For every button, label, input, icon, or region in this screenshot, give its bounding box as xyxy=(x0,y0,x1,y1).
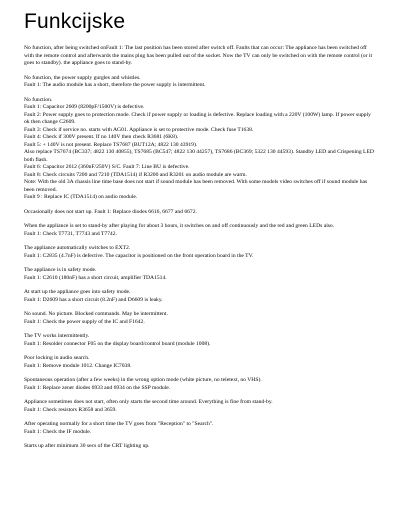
text-line: Spontaneous operation (after a few weeks) in the wrong option mode (white picture, no teletext, no VHS). xyxy=(24,377,262,383)
fault-section xyxy=(24,267,376,282)
text-line: Fault 1: Capacitor 2609 (8200pF/1500V) is defective. xyxy=(24,104,145,110)
page-title: Funkcijske xyxy=(24,10,126,33)
text-line: Appliance sometimes does not start, often only starts the second time around. Everything is fine from stand-by. xyxy=(24,399,273,405)
fault-section xyxy=(24,209,376,217)
fault-section xyxy=(24,443,376,451)
text-line: Poor locking in audio search. xyxy=(24,355,90,361)
text-line: Fault 4: Check if 300V present. If no 140V then check R3681 (6K8). xyxy=(24,134,179,140)
fault-section xyxy=(24,399,376,414)
text-line: Fault 1: Check the IF module. xyxy=(24,428,92,435)
text-line: The TV works intermittently. xyxy=(24,333,90,339)
text-line: The appliance is in safety mode. xyxy=(24,267,97,273)
text-line: Note: With the old 3A chassis line time base does not start if sound module has been removed. With some models video switches off if sound module has been removed. xyxy=(24,179,368,193)
text-line: At start up the appliance goes into safety mode. xyxy=(24,289,131,295)
text-line: Also replace TS7674 (BC337; 4822 130 40855), TS7685 (BC547; 4822 130 44257), TS7686 (BC369; 5322 130 44593). Standby LED and Crispening LED both flash. xyxy=(24,149,374,163)
text-line: Fault 5: + 140V is not present. Replace TS7687 (BUT12A; 4822 130 43919). xyxy=(24,141,198,148)
text-line: Fault 2: Power supply goes to protection mode. Check if power supply or loading is defective. Replace loading with a 220V (100W) lamp. If power supply ok then change C2609. xyxy=(24,111,371,125)
fault-section xyxy=(24,223,376,238)
text-line: Fault 1: The audio module has a short, therefore the power supply is intermittent. xyxy=(24,82,206,88)
text-line: No function, the power supply gurgles and whistles. xyxy=(24,74,141,81)
fault-section xyxy=(24,245,376,260)
fault-section xyxy=(24,355,376,370)
text-line: Fault 1: D2609 has a short circuit (8.2nF) and D6609 is leaky. xyxy=(24,296,163,303)
fault-section xyxy=(24,333,376,348)
text-line: Fault 1: Check the power supply of the IC and F1642. xyxy=(24,318,145,325)
fault-section xyxy=(24,421,376,436)
fault-sections xyxy=(24,45,376,451)
text-line: Fault 1: Resolder connector F05 on the display board/control board (module 1008). xyxy=(24,340,211,347)
text-line: Fault 1: C2610 (180nF) has a short circuit, amplifier TDA1514. xyxy=(24,274,167,281)
text-line: Occasionally does not start up. Fault 1: Replace diodes 6616, 6677 and 6672. xyxy=(24,208,197,215)
text-line: Fault 6: Capacitor 2612 (360nF/250V) S/C. Fault 7: Line BU is defective. xyxy=(24,164,190,170)
fault-section xyxy=(24,97,376,202)
fault-section xyxy=(24,289,376,304)
fault-section xyxy=(24,377,376,392)
text-line: Fault 8: Check circuits 7200 and 7210 (TDA1514) if R3200 and R3201 on audio module are warm. xyxy=(24,171,247,178)
fault-section xyxy=(24,45,376,68)
text-line: The appliance automatically switches to EXT2. xyxy=(24,245,131,251)
text-line: No sound. No picture. Blocked commands. May be intermittent. xyxy=(24,311,168,317)
text-line: Fault 9 : Replace IC (TDA1514) on audio module. xyxy=(24,194,138,200)
fault-section xyxy=(24,311,376,326)
text-line: Fault 3: Check if service no. starts with AG01. Appliance is set to protective mode. Check fuse T1638. xyxy=(24,126,254,133)
text-line: Fault 1: C2835 (4.7nF) is defective. The capacitor is positioned on the front operation board in the TV. xyxy=(24,252,254,259)
text-line: No function. xyxy=(24,96,53,103)
text-line: Fault 1: Remove module 1012. Change IC7038. xyxy=(24,362,132,369)
text-line: Fault 1: Check resistors R3658 and 3659. xyxy=(24,406,117,413)
fault-section xyxy=(24,75,376,90)
text-line: Starts up after minimum 30 secs of the CRT lighting up. xyxy=(24,443,150,449)
text-line: Fault 1: Check T7731, T7743 and T7742. xyxy=(24,230,117,237)
text-line: No function, after being switched onFault 1: The last position has been stored after switch off. Faults that can occur: The appliance has been switched off with the remote control and afterwards the mains plug has been pulled out of the socket. Now the TV can only be switched on with the remote control (or it goes to standby). the appliance goes to stand-by. xyxy=(24,45,373,66)
text-line: When the appliance is set to stand-by after playing for about 3 hours, it switches on and off continuously and the red and green LEDs also. xyxy=(24,223,335,229)
text-line: Fault 1: Replace zener diodes 6933 and 6934 on the SSP module. xyxy=(24,384,171,391)
text-line: After operating normally for a short time the TV goes from "Reception" to "Search". xyxy=(24,421,214,427)
